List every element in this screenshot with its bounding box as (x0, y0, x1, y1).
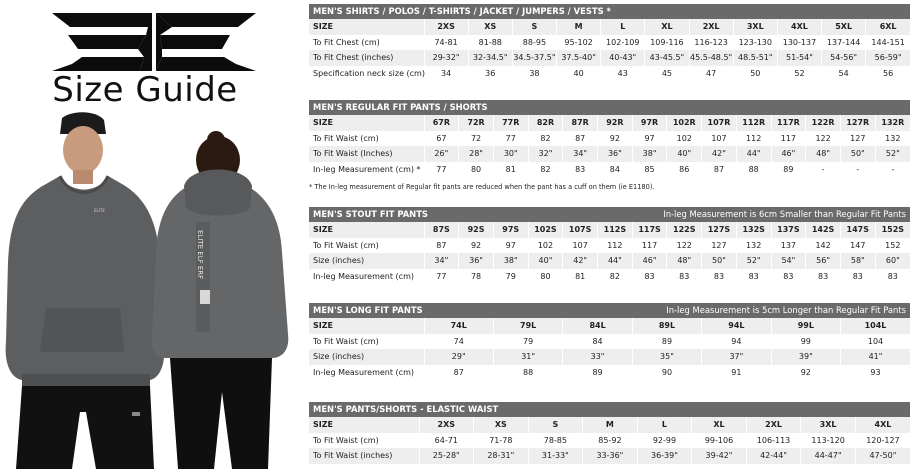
measurement-cell: 56" (806, 253, 841, 269)
measurement-cell: 132 (736, 238, 771, 254)
measurement-cell: 43-45.5" (645, 50, 689, 66)
measurement-cell: 64-71 (419, 433, 474, 449)
measurement-cell: 45 (645, 66, 689, 82)
measurement-cell: 122 (806, 131, 841, 147)
measurement-cell: 50 (733, 66, 777, 82)
size-header-cell: 87R (563, 115, 598, 131)
size-header-cell: 152S (875, 222, 910, 238)
table-row (309, 50, 910, 66)
measurement-cell: 83 (563, 162, 598, 178)
measurement-cell: 142 (806, 238, 841, 254)
svg-text:ELITE: ELITE (94, 208, 105, 213)
measurement-cell: 130-137 (777, 35, 821, 51)
measurement-cell: 84 (563, 334, 632, 350)
measurement-cell: 83 (632, 269, 667, 285)
back-model-figure (152, 131, 289, 469)
measurement-cell: 91 (702, 365, 771, 381)
measurement-cell: 31-33" (528, 448, 583, 464)
measurement-cell: 74 (424, 334, 493, 350)
row-label: To Fit Waist (cm) (309, 238, 424, 254)
size-header-cell: 4XL (777, 19, 821, 35)
measurement-cell: 33" (563, 349, 632, 365)
measurement-cell: 71-78 (474, 433, 529, 449)
measurement-cell: 67 (424, 131, 459, 147)
measurement-cell: 85 (632, 162, 667, 178)
measurement-cell: 25-28" (419, 448, 474, 464)
measurement-cell: 48.5-51" (733, 50, 777, 66)
size-header-cell: 5XL (822, 19, 866, 35)
measurement-cell: 80 (528, 269, 563, 285)
measurement-cell: 47-50" (855, 448, 910, 464)
row-label: To Fit Chest (cm) (309, 35, 424, 51)
table-header-row (309, 222, 910, 238)
measurement-cell: 54" (771, 253, 806, 269)
table-row (309, 238, 910, 254)
measurement-cell: 56 (866, 66, 910, 82)
measurement-cell: 85-92 (583, 433, 638, 449)
measurement-cell: 79 (493, 334, 562, 350)
measurement-cell: 39-42" (692, 448, 747, 464)
measurement-cell: 28" (459, 146, 494, 162)
size-header-cell: 117S (632, 222, 667, 238)
measurement-cell: 83 (840, 269, 875, 285)
section-title-bar (309, 303, 910, 318)
measurement-cell: 92 (771, 365, 840, 381)
size-header-cell: 2XS (419, 417, 474, 433)
measurement-cell: 120-127 (855, 433, 910, 449)
measurement-cell: 88 (736, 162, 771, 178)
measurement-cell: 95-102 (557, 35, 601, 51)
measurement-cell: 38 (512, 66, 556, 82)
size-header-cell: 147S (840, 222, 875, 238)
regular-fit-pants-table (309, 100, 910, 177)
measurement-cell: 83 (667, 269, 702, 285)
size-table (309, 222, 910, 284)
measurement-cell: 40 (557, 66, 601, 82)
in-leg-footnote: * The In-leg measurement of Regular fit pants are reduced when the pant has a cuff on them (ie E1180). (309, 183, 655, 191)
measurement-cell: 144-151 (866, 35, 910, 51)
table-row (309, 131, 910, 147)
measurement-cell: 81 (563, 269, 598, 285)
measurement-cell: 104 (841, 334, 910, 350)
stout-fit-pants-table (309, 207, 910, 284)
table-row (309, 349, 910, 365)
measurement-cell: 74-81 (424, 35, 468, 51)
measurement-cell: 44-47" (801, 448, 856, 464)
measurement-cell: 50" (702, 253, 737, 269)
measurement-cell: 116-123 (689, 35, 733, 51)
size-header-cell: 92R (598, 115, 633, 131)
size-header-cell: 3XL (733, 19, 777, 35)
measurement-cell: 31" (493, 349, 562, 365)
measurement-cell: 109-116 (645, 35, 689, 51)
size-guide-title: Size Guide (52, 70, 238, 110)
measurement-cell: 152 (875, 238, 910, 254)
measurement-cell: 54-56" (822, 50, 866, 66)
measurement-cell: 52" (875, 146, 910, 162)
measurement-cell: 113-120 (801, 433, 856, 449)
measurement-cell: 89 (563, 365, 632, 381)
measurement-cell: 117 (632, 238, 667, 254)
measurement-cell: 54 (822, 66, 866, 82)
section-title-bar (309, 100, 910, 115)
size-header-cell: 72R (459, 115, 494, 131)
row-label: Size (inches) (309, 253, 424, 269)
measurement-cell: 72 (459, 131, 494, 147)
size-header-cell: L (637, 417, 692, 433)
measurement-cell: 83 (875, 269, 910, 285)
measurement-cell: 107 (702, 131, 737, 147)
size-header-cell: 127S (702, 222, 737, 238)
long-fit-pants-table (309, 303, 910, 380)
measurement-cell: 60" (875, 253, 910, 269)
measurement-cell: 97 (493, 238, 528, 254)
measurement-cell: 106-113 (746, 433, 801, 449)
measurement-cell: 36" (459, 253, 494, 269)
size-header-cell: 6XL (866, 19, 910, 35)
row-label: To Fit Waist (inches) (309, 448, 419, 464)
column-header: SIZE (309, 115, 424, 131)
size-header-cell: 122S (667, 222, 702, 238)
measurement-cell: 56-59" (866, 50, 910, 66)
measurement-cell: 94 (702, 334, 771, 350)
measurement-cell: 81 (493, 162, 528, 178)
size-header-cell: 107R (702, 115, 737, 131)
models-hoodie-photo (0, 112, 300, 469)
measurement-cell: 51-54" (777, 50, 821, 66)
section-title-bar (309, 402, 910, 417)
row-label: To Fit Waist (cm) (309, 131, 424, 147)
column-header: SIZE (309, 417, 419, 433)
measurement-cell: - (806, 162, 841, 178)
table-row (309, 253, 910, 269)
measurement-cell: 117 (771, 131, 806, 147)
size-table (309, 115, 910, 177)
measurement-cell: 36" (598, 146, 633, 162)
size-header-cell: M (583, 417, 638, 433)
size-header-cell: 137S (771, 222, 806, 238)
measurement-cell: 52 (777, 66, 821, 82)
size-table (309, 19, 910, 81)
table-header-row (309, 417, 910, 433)
measurement-cell: 42" (702, 146, 737, 162)
section-title: MEN'S REGULAR FIT PANTS / SHORTS (313, 102, 488, 112)
measurement-cell: 77 (424, 269, 459, 285)
size-header-cell: 107S (563, 222, 598, 238)
size-header-cell: 79L (493, 318, 562, 334)
measurement-cell: 82 (528, 131, 563, 147)
table-row (309, 269, 910, 285)
table-row (309, 448, 910, 464)
size-header-cell: 99L (771, 318, 840, 334)
measurement-cell: 81-88 (468, 35, 512, 51)
table-row (309, 365, 910, 381)
measurement-cell: 92-99 (637, 433, 692, 449)
measurement-cell: 88 (493, 365, 562, 381)
size-header-cell: 122R (806, 115, 841, 131)
measurement-cell: 87 (424, 365, 493, 381)
measurement-cell: 34 (424, 66, 468, 82)
measurement-cell: 87 (424, 238, 459, 254)
measurement-cell: 90 (632, 365, 701, 381)
measurement-cell: 36 (468, 66, 512, 82)
column-header: SIZE (309, 19, 424, 35)
size-table (309, 417, 910, 464)
measurement-cell: 40" (667, 146, 702, 162)
size-header-cell: 77R (493, 115, 528, 131)
size-header-cell: 97R (632, 115, 667, 131)
size-header-cell: L (601, 19, 645, 35)
measurement-cell: 127 (840, 131, 875, 147)
measurement-cell: 87 (702, 162, 737, 178)
measurement-cell: 26" (424, 146, 459, 162)
size-header-cell: XS (468, 19, 512, 35)
column-header: SIZE (309, 318, 424, 334)
measurement-cell: 83 (806, 269, 841, 285)
measurement-cell: 79 (493, 269, 528, 285)
section-title: MEN'S PANTS/SHORTS - ELASTIC WAIST (313, 404, 499, 414)
measurement-cell: 122 (667, 238, 702, 254)
size-header-cell: 142S (806, 222, 841, 238)
size-header-cell: 2XS (424, 19, 468, 35)
size-header-cell: 97S (493, 222, 528, 238)
measurement-cell: 77 (493, 131, 528, 147)
table-row (309, 162, 910, 178)
size-header-cell: 4XL (855, 417, 910, 433)
measurement-cell: 32" (528, 146, 563, 162)
elastic-waist-pants-table (309, 402, 910, 464)
size-header-cell: 3XL (801, 417, 856, 433)
measurement-cell: 44" (598, 253, 633, 269)
section-title-bar (309, 207, 910, 222)
front-model-figure (6, 112, 165, 469)
measurement-cell: 78-85 (528, 433, 583, 449)
size-header-cell: S (512, 19, 556, 35)
measurement-cell: 38" (632, 146, 667, 162)
measurement-cell: 99 (771, 334, 840, 350)
section-title-bar (309, 4, 910, 19)
size-header-cell: 92S (459, 222, 494, 238)
table-header-row (309, 19, 910, 35)
measurement-cell: 34.5-37.5" (512, 50, 556, 66)
left-panel (0, 0, 300, 469)
measurement-cell: 88-95 (512, 35, 556, 51)
measurement-cell: 102 (528, 238, 563, 254)
size-header-cell: 84L (563, 318, 632, 334)
shirts-size-table (309, 4, 910, 81)
measurement-cell: 83 (771, 269, 806, 285)
measurement-cell: 48" (667, 253, 702, 269)
measurement-cell: 99-106 (692, 433, 747, 449)
measurement-cell: 48" (806, 146, 841, 162)
measurement-cell: 43 (601, 66, 645, 82)
size-header-cell: 2XL (746, 417, 801, 433)
measurement-cell: 87 (563, 131, 598, 147)
column-header: SIZE (309, 222, 424, 238)
size-header-cell: 117R (771, 115, 806, 131)
measurement-cell: 102-109 (601, 35, 645, 51)
measurement-cell: - (840, 162, 875, 178)
measurement-cell: 37" (702, 349, 771, 365)
size-header-cell: 94L (702, 318, 771, 334)
measurement-cell: 34" (424, 253, 459, 269)
measurement-cell: 147 (840, 238, 875, 254)
size-header-cell: 112S (598, 222, 633, 238)
measurement-cell: 77 (424, 162, 459, 178)
measurement-cell: 37.5-40" (557, 50, 601, 66)
measurement-cell: 83 (702, 269, 737, 285)
table-row (309, 334, 910, 350)
measurement-cell: 29-32" (424, 50, 468, 66)
measurement-cell: 41" (841, 349, 910, 365)
measurement-cell: 33-36" (583, 448, 638, 464)
size-header-cell: 74L (424, 318, 493, 334)
measurement-cell: 45.5-48.5" (689, 50, 733, 66)
measurement-cell: 102 (667, 131, 702, 147)
row-label: To Fit Chest (inches) (309, 50, 424, 66)
row-label: Specification neck size (cm) (309, 66, 424, 82)
table-header-row (309, 115, 910, 131)
brand-logo (52, 13, 256, 71)
measurement-cell: 39" (771, 349, 840, 365)
row-label: In-leg Measurement (cm) (309, 365, 424, 381)
measurement-cell: 30" (493, 146, 528, 162)
measurement-cell: 86 (667, 162, 702, 178)
size-header-cell: 132S (736, 222, 771, 238)
measurement-cell: 42" (563, 253, 598, 269)
row-label: Size (inches) (309, 349, 424, 365)
measurement-cell: 89 (771, 162, 806, 178)
size-table (309, 318, 910, 380)
measurement-cell: 35" (632, 349, 701, 365)
size-header-cell: 132R (875, 115, 910, 131)
size-header-cell: 104L (841, 318, 910, 334)
measurement-cell: 132 (875, 131, 910, 147)
measurement-cell: 78 (459, 269, 494, 285)
size-header-cell: XS (474, 417, 529, 433)
measurement-cell: 40" (528, 253, 563, 269)
measurement-cell: 137-144 (822, 35, 866, 51)
measurement-cell: 82 (528, 162, 563, 178)
size-header-cell: 112R (736, 115, 771, 131)
size-header-cell: XL (692, 417, 747, 433)
measurement-cell: 112 (598, 238, 633, 254)
measurement-cell: 46" (771, 146, 806, 162)
measurement-cell: 127 (702, 238, 737, 254)
measurement-cell: 34" (563, 146, 598, 162)
measurement-cell: 52" (736, 253, 771, 269)
row-label: In-leg Measurement (cm) (309, 269, 424, 285)
measurement-cell: 107 (563, 238, 598, 254)
size-header-cell: 2XL (689, 19, 733, 35)
measurement-cell: 93 (841, 365, 910, 381)
row-label: To Fit Waist (cm) (309, 334, 424, 350)
measurement-cell: 36-39" (637, 448, 692, 464)
measurement-cell: 50" (840, 146, 875, 162)
svg-text:ELITE ELF ERF: ELITE ELF ERF (196, 230, 204, 280)
size-header-cell: 102S (528, 222, 563, 238)
table-row (309, 35, 910, 51)
size-header-cell: XL (645, 19, 689, 35)
measurement-cell: 89 (632, 334, 701, 350)
row-label: To Fit Waist (Inches) (309, 146, 424, 162)
measurement-cell: 44" (736, 146, 771, 162)
section-title: MEN'S SHIRTS / POLOS / T-SHIRTS / JACKET / JUMPERS / VESTS * (313, 6, 611, 16)
size-header-cell: 82R (528, 115, 563, 131)
section-title: MEN'S LONG FIT PANTS (313, 305, 423, 315)
row-label: To Fit Waist (cm) (309, 433, 419, 449)
measurement-cell: 42-44" (746, 448, 801, 464)
measurement-cell: 38" (493, 253, 528, 269)
size-header-cell: 102R (667, 115, 702, 131)
measurement-cell: 46" (632, 253, 667, 269)
measurement-cell: 84 (598, 162, 633, 178)
size-header-cell: 67R (424, 115, 459, 131)
measurement-cell: 112 (736, 131, 771, 147)
measurement-cell: 58" (840, 253, 875, 269)
measurement-cell: 29" (424, 349, 493, 365)
measurement-cell: 32-34.5" (468, 50, 512, 66)
size-header-cell: 127R (840, 115, 875, 131)
measurement-cell: 97 (632, 131, 667, 147)
measurement-cell: 92 (459, 238, 494, 254)
section-title: MEN'S STOUT FIT PANTS (313, 209, 428, 219)
table-row (309, 146, 910, 162)
table-header-row (309, 318, 910, 334)
measurement-cell: 40-43" (601, 50, 645, 66)
row-label: In-leg Measurement (cm) * (309, 162, 424, 178)
measurement-cell: 83 (736, 269, 771, 285)
measurement-cell: 123-130 (733, 35, 777, 51)
size-header-cell: 89L (632, 318, 701, 334)
section-note: In-leg Measurement is 6cm Smaller than Regular Fit Pants (663, 209, 906, 219)
measurement-cell: - (875, 162, 910, 178)
section-note: In-leg Measurement is 5cm Longer than Regular Fit Pants (666, 305, 906, 315)
table-row (309, 433, 910, 449)
size-header-cell: 87S (424, 222, 459, 238)
measurement-cell: 47 (689, 66, 733, 82)
size-header-cell: M (557, 19, 601, 35)
measurement-cell: 92 (598, 131, 633, 147)
size-header-cell: S (528, 417, 583, 433)
measurement-cell: 137 (771, 238, 806, 254)
measurement-cell: 82 (598, 269, 633, 285)
measurement-cell: 80 (459, 162, 494, 178)
table-row (309, 66, 910, 82)
measurement-cell: 28-31" (474, 448, 529, 464)
